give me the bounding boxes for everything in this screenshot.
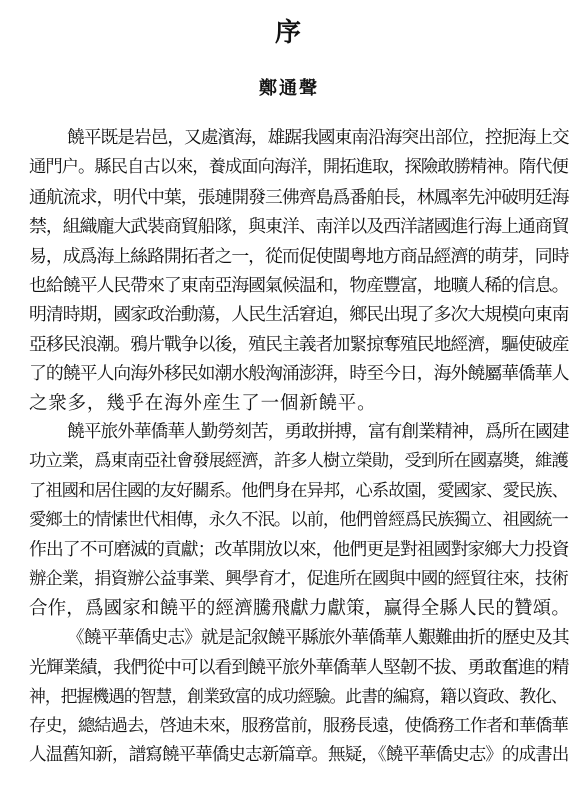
text-line: 易，成爲海上絲路開拓者之一，從而促使閩粤地方商品經濟的萌芽，同時: [29, 245, 569, 267]
text-line: 通門户。縣民自古以來，養成面向海洋，開拓進取，探險敢勝精神。隋代便: [29, 157, 568, 178]
text-line: 了的饒平人向海外移民如潮水般洶涌澎湃，時至今日，海外饒屬華僑華人: [29, 363, 569, 385]
text-line: 愛鄉土的情愫世代相傳，永久不泯。以前，他們曾經爲民族獨立、祖國統一: [29, 510, 568, 531]
text-line: 合作，爲國家和饒平的經濟騰飛獻力獻策，赢得全縣人民的贊頌。: [29, 598, 570, 620]
text-line: 人温舊知新，譜寫饒平華僑史志新篇章。無疑，《饒平華僑史志》的成書出: [29, 745, 569, 766]
text-line: 了祖國和居住國的友好關系。他們身在异邦，心系故園，愛國家、愛民族、: [29, 480, 568, 501]
text-line: 禁，組織龐大武裝商貿船隊，與東洋、南洋以及西洋諸國進行海上通商貿: [29, 216, 569, 238]
text-line: 也給饒平人民帶來了東南亞海國氣候温和，物産豐富，地曠人稀的信息。: [29, 274, 569, 296]
text-line: 通航流求，明代中葉，張璉開發三佛齊島爲番舶長，林鳳率先沖破明廷海: [29, 186, 569, 208]
text-line: 明清時期，國家政治動蕩，人民生活窘迫，鄉民出現了多次大規模向東南: [29, 304, 569, 326]
text-line: 之衆多，幾乎在海外産生了一個新饒平。: [29, 392, 377, 414]
text-line: 辦企業，捐資辦公益事業、興學育才，促進所在國與中國的經貿往來，技術: [29, 568, 568, 589]
text-line: 光輝業績，我們從中可以看到饒平旅外華僑華人堅韌不拔、勇敢奮進的精: [29, 657, 569, 679]
body-text: [0, 124, 578, 771]
text-line: 功立業，爲東南亞社會發展經濟，許多人樹立榮勛，受到所在國嘉奬，維護: [29, 451, 568, 472]
text-line: 饒平旅外華僑華人勤勞刻苦，勇敢拼搏，富有創業精神，爲所在國建: [67, 421, 569, 442]
text-line: 神，把握機遇的智慧，創業致富的成功經驗。此書的編寫，籍以資政、教化、: [29, 686, 567, 707]
text-line: 饒平既是岩邑，又處濱海，雄踞我國東南沿海突出部位，控扼海上交: [67, 128, 569, 148]
text-line: 存史，總結過去，啓迪未來，服務當前，服務長遠，使僑務工作者和華僑華: [29, 715, 568, 736]
text-line: 《饒平華僑史志》就是記叙饒平縣旅外華僑華人艱難曲折的歷史及其: [67, 627, 569, 648]
text-line: 亞移民浪潮。鴉片戰争以後，殖民主義者加緊掠奪殖民地經濟，驅使破産: [29, 333, 569, 355]
text-line: 作出了不可磨滅的貢獻；改革開放以來，他們更是對祖國對家鄉大力投資: [29, 539, 569, 561]
page-title: 序: [274, 18, 303, 48]
author-name: 鄭通聲: [259, 78, 319, 99]
